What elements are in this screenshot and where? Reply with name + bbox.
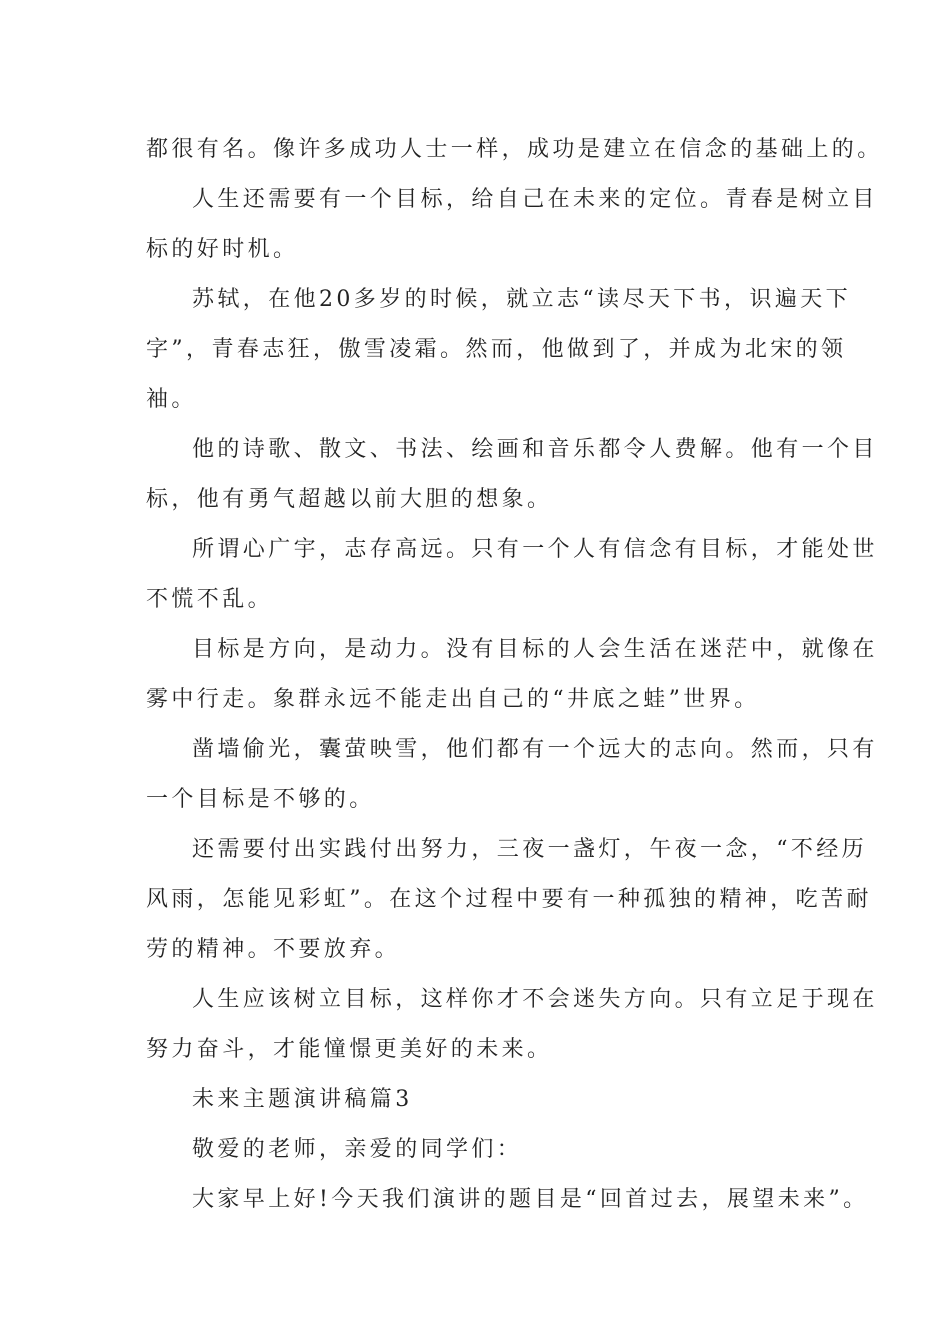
paragraph-first-line: 凿墙偷光，囊萤映雪，他们都有一个远大的志向。然而，只有 bbox=[192, 737, 878, 762]
text-line: 标，他有勇气超越以前大胆的想象。 bbox=[146, 487, 553, 512]
salutation-line: 敬爱的老师，亲爱的同学们： bbox=[192, 1137, 523, 1162]
paragraph-first-line: 大家早上好!今天我们演讲的题目是“回首过去，展望未来”。 bbox=[192, 1187, 869, 1212]
text-line: 标的好时机。 bbox=[146, 237, 299, 262]
section-heading: 未来主题演讲稿篇3 bbox=[192, 1087, 413, 1112]
text-line: 劳的精神。不要放弃。 bbox=[146, 937, 401, 962]
paragraph-first-line: 目标是方向，是动力。没有目标的人会生活在迷茫中，就像在 bbox=[192, 637, 878, 662]
text-line: 风雨，怎能见彩虹”。在这个过程中要有一种孤独的精神，吃苦耐 bbox=[146, 887, 872, 912]
text-line: 一个目标是不够的。 bbox=[146, 787, 375, 812]
paragraph-first-line: 人生应该树立目标，这样你才不会迷失方向。只有立足于现在 bbox=[192, 987, 878, 1012]
text-line: 袖。 bbox=[146, 387, 197, 412]
text-line: 不慌不乱。 bbox=[146, 587, 274, 612]
text-line: 努力奋斗，才能憧憬更美好的未来。 bbox=[146, 1037, 553, 1062]
paragraph-first-line: 所谓心广宇，志存高远。只有一个人有信念有目标，才能处世 bbox=[192, 537, 878, 562]
paragraph-first-line: 人生还需要有一个目标，给自己在未来的定位。青春是树立目 bbox=[192, 187, 878, 212]
paragraph-first-line: 他的诗歌、散文、书法、绘画和音乐都令人费解。他有一个目 bbox=[192, 437, 878, 462]
text-line: 雾中行走。象群永远不能走出自己的“井底之蛙”世界。 bbox=[146, 687, 760, 712]
paragraph-first-line: 苏轼，在他20多岁的时候，就立志“读尽天下书，识遍天下 bbox=[192, 287, 852, 312]
text-line: 都很有名。像许多成功人士一样，成功是建立在信念的基础上的。 bbox=[146, 137, 883, 162]
text-line: 字”，青春志狂，傲雪凌霜。然而，他做到了，并成为北宋的领 bbox=[146, 337, 847, 362]
paragraph-first-line: 还需要付出实践付出努力，三夜一盏灯，午夜一念，“不经历 bbox=[192, 837, 868, 862]
